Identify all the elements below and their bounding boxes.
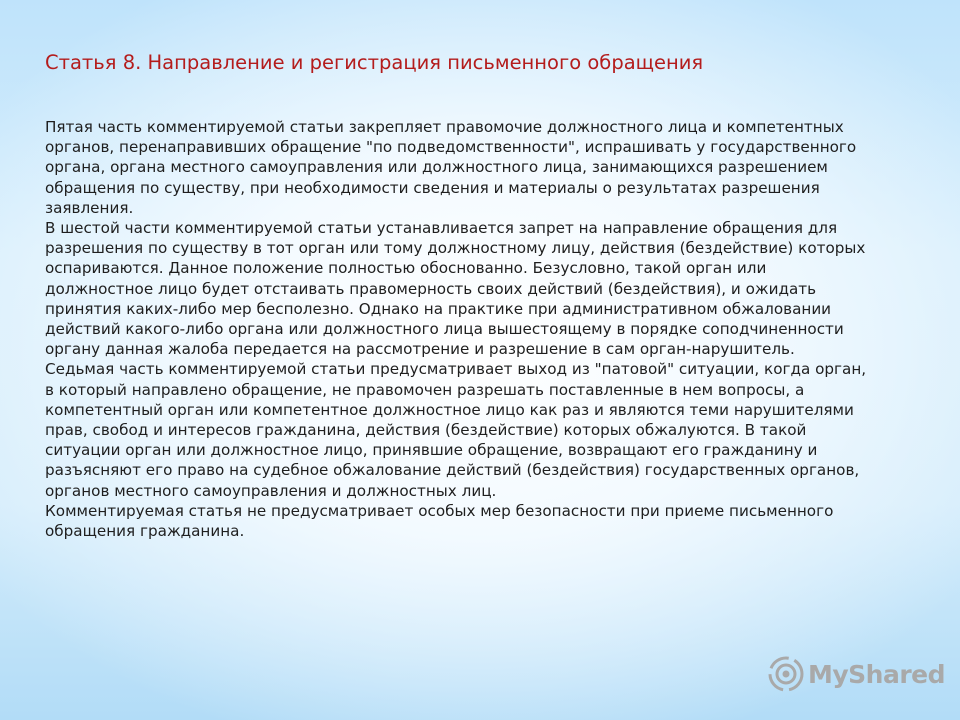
body-line: Пятая часть комментируемой статьи закрепляет правомочие должностного лица и компетентных: [45, 118, 844, 136]
watermark-text: MyShared: [808, 659, 946, 689]
body-line: принятия каких-либо мер бесполезно. Однако на практике при административном обжаловании: [45, 299, 832, 318]
body-line: разъясняют его право на судебное обжалование действий (бездействия) государственных органов,: [45, 461, 860, 480]
body-line: компетентный орган или компетентное должностное лицо как раз и являются теми нарушителями: [45, 400, 854, 419]
body-line: В шестой части комментируемой статьи устанавливается запрет на направление обращения для: [45, 219, 838, 238]
body-line: оспариваются. Данное положение полностью обоснованно. Безусловно, такой орган или: [45, 259, 767, 278]
body-line: Комментируемая статья не предусматривает особых мер безопасности при приеме письменного: [45, 501, 834, 520]
body-line: органов местного самоуправления и должностных лиц.: [45, 481, 497, 500]
myshared-watermark: [768, 656, 945, 692]
body-line: ситуации орган или должностное лицо, принявшие обращение, возвращают его гражданину и: [45, 441, 818, 460]
body-line: должностное лицо будет отстаивать правомерность своих действий (бездействия), и ожидать: [45, 279, 817, 298]
body-line: в который направлено обращение, не правомочен разрешать поставленные в нем вопросы, а: [45, 380, 805, 399]
body-line: заявления.: [45, 198, 134, 217]
body-line: действий какого-либо органа или должностного лица вышестоящему в порядке соподчиненности: [45, 320, 844, 339]
slide-title: Статья 8. Направление и регистрация письменного обращения: [45, 51, 704, 74]
body-line: органу данная жалоба передается на рассмотрение и разрешение в сам орган-нарушитель.: [45, 340, 795, 359]
slide-body-text: [45, 117, 925, 541]
body-line: прав, свобод и интересов гражданина, действия (бездействие) которых обжалуются. В такой: [45, 421, 807, 440]
body-line: обращения по существу, при необходимости сведения и материалы о результатах разрешения: [45, 178, 820, 197]
myshared-logo-icon: [768, 656, 804, 692]
body-line: органов, перенаправивших обращение "по подведомственности", испрашивать у государственного: [45, 138, 857, 157]
body-line: обращения гражданина.: [45, 522, 245, 541]
body-line: органа, органа местного самоуправления или должностного лица, занимающихся разрешением: [45, 158, 828, 177]
body-line: Седьмая часть комментируемой статьи предусматривает выход из "патовой" ситуации, когда орган,: [45, 360, 867, 379]
body-line: разрешения по существу в тот орган или тому должностному лицу, действия (бездействие) которых: [45, 239, 866, 258]
